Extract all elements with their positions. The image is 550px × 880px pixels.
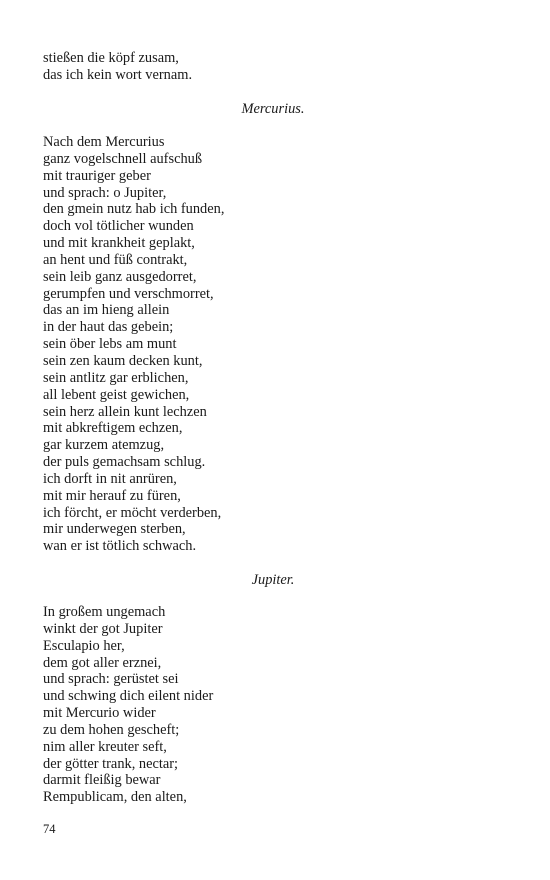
verse-line: ich dorft in nit anrüren, (43, 470, 177, 487)
verse-block (43, 134, 503, 555)
verse-line: Esculapio her, (43, 637, 125, 654)
verse-line: ich förcht, er möcht verderben, (43, 504, 222, 521)
verse-line: doch vol tötlicher wunden (43, 218, 194, 235)
verse-line: dem got aller erznei, (43, 654, 162, 671)
verse-line: all lebent geist gewichen, (43, 386, 190, 403)
verse-line: Nach dem Mercurius (43, 134, 165, 150)
verse-line: zu dem hohen gescheft; (43, 721, 180, 738)
verse-line: und sprach: gerüstet sei (43, 671, 179, 688)
page-number: 74 (43, 822, 56, 836)
verse-block (43, 50, 503, 84)
verse-line: sein herz allein kunt lechzen (43, 403, 207, 420)
verse-line: sein zen kaum decken kunt, (43, 352, 203, 369)
verse-line: gar kurzem atemzug, (43, 437, 165, 454)
verse-line: stießen die köpf zusam, (43, 50, 179, 66)
verse-line: mit mir herauf zu füren, (43, 487, 181, 504)
verse-line: der götter trank, nectar; (43, 755, 179, 772)
verse-line: und sprach: o Jupiter, (43, 184, 167, 201)
verse-line: sein öber lebs am munt (43, 336, 177, 353)
verse-line: ganz vogelschnell aufschuß (43, 150, 203, 167)
verse-line: das an im hieng allein (43, 302, 170, 319)
verse-line: an hent und füß contrakt, (43, 251, 188, 268)
verse-block (43, 604, 503, 806)
verse-line: sein antlitz gar erblichen, (43, 369, 189, 386)
verse-line: Rempublicam, den alten, (43, 789, 187, 806)
verse-line: In großem ungemach (43, 604, 166, 620)
verse-line: in der haut das gebein; (43, 319, 174, 336)
verse-line: sein leib ganz ausgedorret, (43, 268, 197, 285)
verse-line: nim aller kreuter seft, (43, 738, 167, 755)
verse-line: darmit fleißig bewar (43, 772, 161, 789)
speaker-heading: Jupiter. (251, 572, 295, 588)
verse-line: gerumpfen und verschmorret, (43, 285, 214, 302)
verse-line: mit Mercurio wider (43, 705, 156, 722)
verse-line: mit abkreftigem echzen, (43, 420, 183, 437)
verse-line: und mit krankheit geplakt, (43, 235, 195, 252)
verse-line: und schwing dich eilent nider (43, 688, 214, 705)
verse-line: mit trauriger geber (43, 167, 151, 184)
speaker-heading: Mercurius. (241, 101, 305, 117)
verse-line: winkt der got Jupiter (43, 620, 163, 637)
verse-line: das ich kein wort vernam. (43, 66, 193, 83)
verse-line: mir underwegen sterben, (43, 521, 186, 538)
verse-line: der puls gemachsam schlug. (43, 454, 206, 471)
verse-line: wan er ist tötlich schwach. (43, 538, 197, 555)
verse-line: den gmein nutz hab ich funden, (43, 201, 225, 218)
